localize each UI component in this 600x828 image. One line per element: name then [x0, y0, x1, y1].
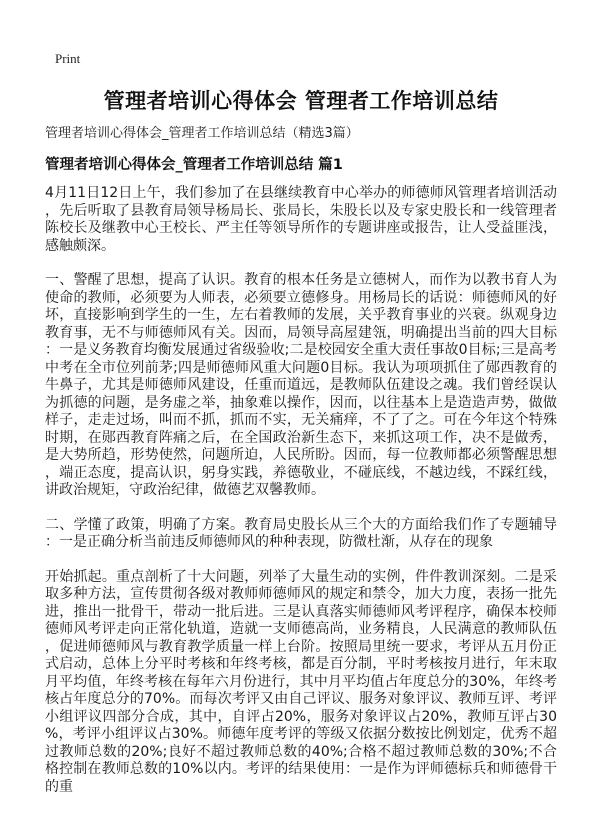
body-paragraph: 一、警醒了思想，提高了认识。教育的根本任务是立德树人，而作为以教书育人为使命的教师，必须要为人师表，必须要立德修身。用杨局长的话说：师德师风的好坏，直接影响到学生的一生，左右着教师的发展，关乎教育事业的兴衰。纵观身边教育事，无不与师德师风有关。因而，局领导高屋建瓴，明确提出当前的四大目标：一是义务教育均衡发展通过省级验收;二是校园安全重大责任事故0目标;三是高考中考在全市位列前茅;四是师德师风重大问题0目标。我认为项项抓住了郧西教育的牛鼻子，尤其是师德师风建设，任重而道远，是教师队伍建设之魂。我们曾经误认为抓德的问题，是务虚之举，抽象难以操作，因而，以往基本上是造造声势，做做样子，走走过场，叫而不抓，抓而不实，无关痛痒，不了了之。可在今年这个特殊时期，在郧西教育阵痛之后，在全国政治新生态下，来抓这项工作，决不是做秀，是大势所趋，形势使然，问题所迫，人民所盼。因而，每一位教师都必须警醒思想，端正态度，提高认识，躬身实践，养德敬业，不碰底线，不越边线，不踩红线，讲政治规矩，守政治纪律，做德艺双馨教师。: [45, 272, 557, 498]
article-body: [45, 185, 557, 796]
body-paragraph: 开始抓起。重点剖析了十大问题，列举了大量生动的实例，件件教训深刻。二是采取多种方法，宣传贯彻各级对教师师德师风的规定和禁令，加大力度，表扬一批先进，推出一批骨干，带动一批后进。三是认真落实师德师风考评程序，确保本校师德师风考评走向正常化轨道，造就一支师德高尚，业务精良，人民满意的教师队伍，促进师德师风与教育教学质量一样上台阶。按照局里统一要求，考评从五月份正式启动，总体上分平时考核和年终考核，都是百分制，平时考核按月进行，年末取月平均值，年终考核在每年六月份进行，其中月平均值占年度总分的30%，年终考核占年度总分的70%。而每次考评又由自己评议、服务对象评议、教师互评、考评小组评议四部分合成，其中，自评占20%，服务对象评议占20%，教师互评占30%，考评小组评议占30%。师德年度考评的等级又依据分数按比例划定，优秀不超过教师总数的20%;良好不超过教师总数的40%;合格不超过教师总数的30%;不合格控制在教师总数的10%以内。考评的结果使用：一是作为评师德标兵和师德骨干的重: [45, 568, 557, 795]
body-paragraph: 4月11日12日上午，我们参加了在县继续教育中心举办的师德师风管理者培训活动，先后听取了县教育局领导杨局长、张局长，朱股长以及专家史股长和一线管理者陈校长及继教中心王校长、严主任等领导所作的专题讲座或报告，让人受益匪浅，感触颇深。: [45, 185, 557, 254]
subtitle: 管理者培训心得体会_管理者工作培训总结（精选3篇）: [45, 126, 359, 141]
body-paragraph: 二、学懂了政策，明确了方案。教育局史股长从三个大的方面给我们作了专题辅导：一是正确分析当前违反师德师风的种种表现，防微杜渐，从存在的现象: [45, 516, 557, 550]
print-link[interactable]: Print: [55, 51, 81, 66]
page-title: 管理者培训心得体会 管理者工作培训总结: [103, 89, 499, 113]
section-heading: 管理者培训心得体会_管理者工作培训总结 篇1: [45, 157, 343, 173]
